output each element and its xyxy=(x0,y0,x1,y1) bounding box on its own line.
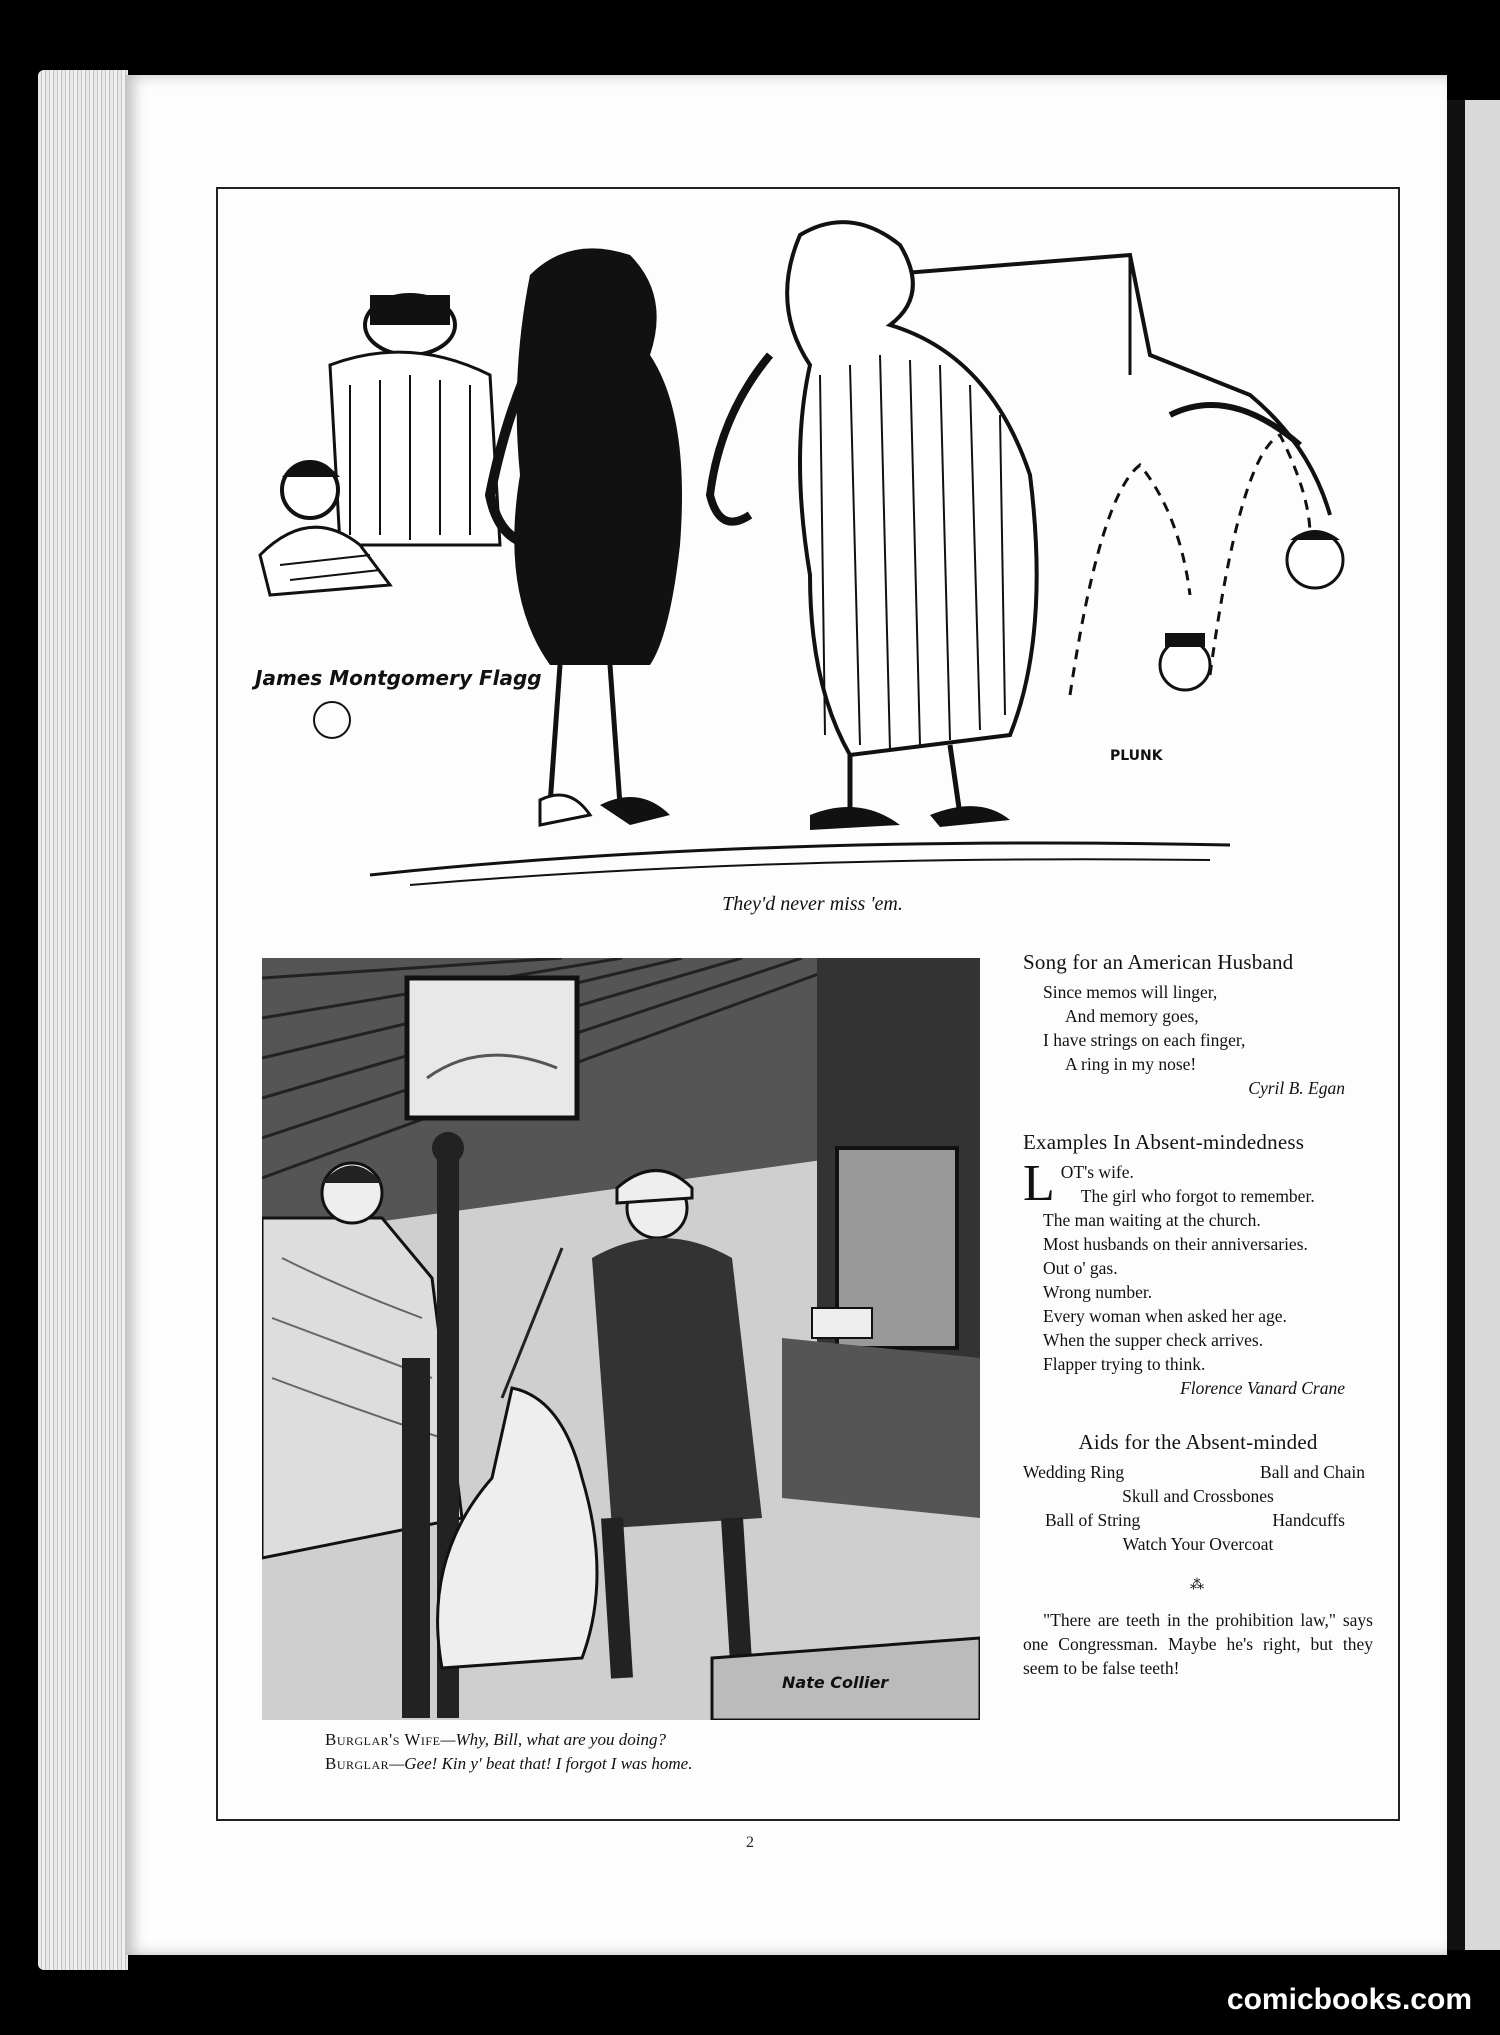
verse-line: I have strings on each finger, xyxy=(1043,1030,1246,1050)
caption-speaker-1: Burglar's Wife xyxy=(325,1730,441,1749)
example-line: Out o' gas. xyxy=(1043,1258,1118,1278)
aid-item: Watch Your Overcoat xyxy=(1122,1534,1274,1554)
song-title: Song for an American Husband xyxy=(1023,950,1294,974)
example-line: The man waiting at the church. xyxy=(1043,1210,1261,1230)
verse-line: Since memos will linger, xyxy=(1043,982,1218,1002)
example-line: The girl who forgot to remember. xyxy=(1080,1186,1315,1206)
caption-line-2 xyxy=(325,1752,965,1776)
bottom-cartoon-signature: Nate Collier xyxy=(782,1673,889,1692)
examples-author: Florence Vanard Crane xyxy=(1180,1378,1345,1398)
example-line: Flapper trying to think. xyxy=(1043,1354,1206,1374)
example-line: Most husbands on their anniversaries. xyxy=(1043,1234,1308,1254)
examples-body xyxy=(1023,1155,1373,1376)
example-line: OT's wife. xyxy=(1060,1162,1134,1182)
bottom-cartoon-illustration xyxy=(262,958,980,1720)
caption-line-1 xyxy=(325,1728,965,1752)
drop-cap: L xyxy=(1023,1155,1055,1212)
aid-item: Wedding Ring xyxy=(1023,1462,1125,1482)
top-cartoon-caption: They'd never miss 'em. xyxy=(722,893,903,915)
text-column xyxy=(1023,950,1373,1680)
song-author: Cyril B. Egan xyxy=(1248,1078,1345,1098)
aid-item: Skull and Crossbones xyxy=(1122,1486,1274,1506)
aids-list xyxy=(1023,1460,1373,1556)
aid-item: Handcuffs xyxy=(1272,1510,1345,1530)
top-cartoon-signature: James Montgomery Flagg xyxy=(255,666,542,690)
song-verse xyxy=(1023,980,1373,1076)
caption-speaker-2: Burglar xyxy=(325,1754,390,1773)
verse-line: And memory goes, xyxy=(1065,1006,1199,1026)
aids-title: Aids for the Absent-minded xyxy=(1078,1430,1318,1454)
next-page-edge xyxy=(1465,100,1500,1950)
example-line: Wrong number. xyxy=(1043,1282,1153,1302)
top-cartoon-illustration xyxy=(250,215,1375,895)
book-page-edges xyxy=(38,70,128,1970)
aid-item: Ball of String xyxy=(1045,1510,1141,1530)
site-watermark: comicbooks.com xyxy=(1226,1983,1472,2016)
book-gutter xyxy=(1447,100,1465,1950)
bottom-cartoon-caption xyxy=(325,1728,965,1776)
example-line: Every woman when asked her age. xyxy=(1043,1306,1287,1326)
prohibition-joke: "There are teeth in the prohibition law," says one Congressman. Maybe he's right, but they seem to be false teeth! xyxy=(1023,1610,1373,1678)
sound-effect-text: PLUNK xyxy=(1110,748,1163,764)
verse-line: A ring in my nose! xyxy=(1065,1054,1197,1074)
caption-text-1: —Why, Bill, what are you doing? xyxy=(440,1730,666,1749)
page-number: 2 xyxy=(746,1834,754,1851)
example-line: When the supper check arrives. xyxy=(1043,1330,1264,1350)
section-divider-stars: ⁂ xyxy=(1190,1578,1206,1593)
examples-title: Examples In Absent-mindedness xyxy=(1023,1130,1305,1154)
aid-item: Ball and Chain xyxy=(1260,1462,1365,1482)
caption-text-2: —Gee! Kin y' beat that! I forgot I was home. xyxy=(389,1754,693,1773)
